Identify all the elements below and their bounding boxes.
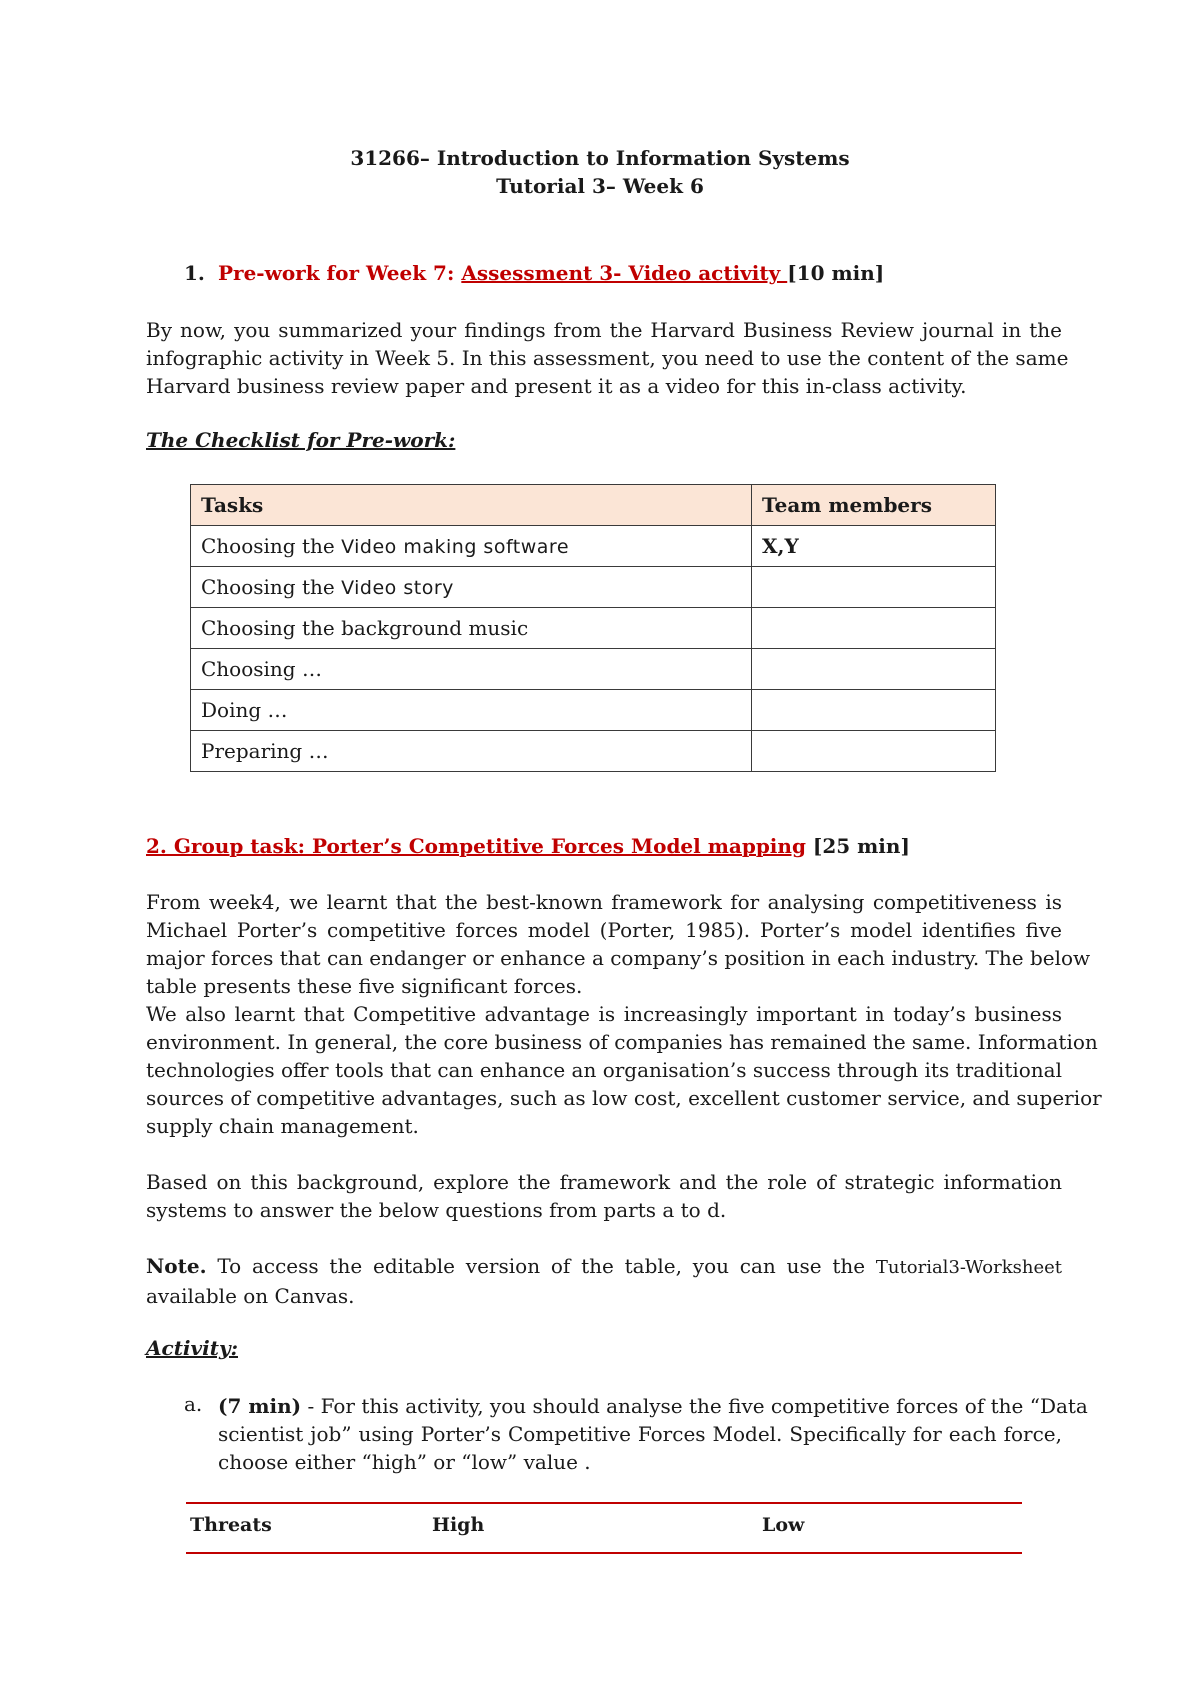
paragraph-line: Michael Porter’s competitive forces model (Porter, 1985). Porter’s model identifies five: [146, 918, 1062, 942]
note-key: Note.: [146, 1254, 207, 1278]
task-text: Doing …: [201, 698, 288, 722]
tutorial-title: Tutorial 3– Week 6: [496, 174, 704, 198]
members-cell: X,Y: [752, 526, 996, 567]
section-1-prefix: Pre-work for Week 7:: [218, 261, 462, 285]
paragraph-line: Harvard business review paper and present it as a video for this in-class activity.: [146, 374, 967, 398]
task-text: Choosing the: [201, 575, 342, 599]
activity-a-time: (7 min): [218, 1394, 302, 1418]
note-text: available on Canvas.: [146, 1284, 355, 1308]
task-cell: [191, 690, 752, 731]
task-cell: [191, 731, 752, 772]
threats-header: Threats: [190, 1514, 272, 1536]
high-header: High: [432, 1514, 485, 1536]
table-row: [191, 526, 996, 567]
paragraph-line: technologies offer tools that can enhance an organisation’s success through its traditional: [146, 1058, 1062, 1082]
task-cell: [191, 567, 752, 608]
activity-label: Activity:: [146, 1336, 238, 1360]
team-members-header: Team members: [752, 485, 996, 526]
assessment-3-link[interactable]: Assessment 3- Video activity: [461, 261, 788, 285]
table-row: [191, 649, 996, 690]
paragraph-line: supply chain management.: [146, 1114, 419, 1138]
activity-line: scientist job” using Porter’s Competitive Forces Model. Specifically for each force,: [218, 1422, 1062, 1446]
activity-a-text: [218, 1392, 1088, 1476]
paragraph-line: systems to answer the below questions from parts a to d.: [146, 1198, 727, 1222]
paragraph-line: From week4, we learnt that the best-known framework for analysing competitiveness is: [146, 890, 1062, 914]
table-row: [191, 608, 996, 649]
task-text: Choosing the: [201, 534, 342, 558]
low-header: Low: [762, 1514, 805, 1536]
paragraph-line: By now, you summarized your findings from the Harvard Business Review journal in the: [146, 318, 1062, 342]
paragraph-line: sources of competitive advantages, such as low cost, excellent customer service, and superior: [146, 1086, 1102, 1110]
course-title: 31266– Introduction to Information Systems: [350, 146, 850, 170]
section-2-title: 2. Group task: Porter’s Competitive Forces Model mapping: [146, 834, 806, 858]
activity-a-text-1: - For this activity, you should analyse the five competitive forces of the “Data: [301, 1394, 1088, 1418]
worksheet-name: Tutorial3-Worksheet: [875, 1257, 1062, 1278]
paragraph-line: We also learnt that Competitive advantage is increasingly important in today’s business: [146, 1002, 1062, 1026]
table-header-row: [191, 485, 996, 526]
task-text: Choosing …: [201, 657, 322, 681]
task-emphasis: Video story: [341, 577, 454, 599]
section-1-duration: [10 min]: [787, 261, 885, 285]
paragraph-line: major forces that can endanger or enhance a company’s position in each industry. The below: [146, 946, 1091, 970]
task-cell: [191, 649, 752, 690]
section-2-heading: [146, 834, 910, 858]
background-paragraph: [146, 1168, 1062, 1224]
tasks-header: Tasks: [191, 485, 752, 526]
members-cell: [752, 649, 996, 690]
task-cell: [191, 608, 752, 649]
activity-line: [218, 1392, 1088, 1420]
checklist-table: [190, 484, 996, 772]
paragraph-line: Based on this background, explore the framework and the role of strategic information: [146, 1170, 1062, 1194]
table-row: [191, 567, 996, 608]
task-text: Preparing …: [201, 739, 329, 763]
paragraph-line: infographic activity in Week 5. In this assessment, you need to use the content of the same: [146, 346, 1069, 370]
section-2-paragraph: [146, 888, 1102, 1140]
task-text: Choosing the background music: [201, 616, 529, 640]
members-cell: [752, 731, 996, 772]
table-row: [191, 731, 996, 772]
table-row: [191, 690, 996, 731]
checklist-label: The Checklist for Pre-work:: [146, 428, 456, 452]
members-cell: [752, 690, 996, 731]
section-1-paragraph: [146, 316, 1069, 400]
members-cell: [752, 608, 996, 649]
note-text: To access the editable version of the table, you can use the: [206, 1254, 876, 1278]
paragraph-line: table presents these five significant forces.: [146, 974, 583, 998]
threats-table: [186, 1502, 1022, 1554]
section-1-number: 1.: [184, 261, 205, 285]
activity-line: choose either “high” or “low” value .: [218, 1450, 591, 1474]
paragraph-line: environment. In general, the core business of companies has remained the same. Information: [146, 1030, 1098, 1054]
task-emphasis: Video making software: [341, 536, 570, 558]
task-cell: [191, 526, 752, 567]
note-line: [146, 1282, 1062, 1310]
members-cell: [752, 567, 996, 608]
note-line: [146, 1252, 1062, 1282]
section-1-heading: [218, 261, 884, 285]
section-2-duration: [25 min]: [805, 834, 910, 858]
activity-a-marker: a.: [184, 1392, 203, 1416]
note-paragraph: [146, 1252, 1062, 1310]
